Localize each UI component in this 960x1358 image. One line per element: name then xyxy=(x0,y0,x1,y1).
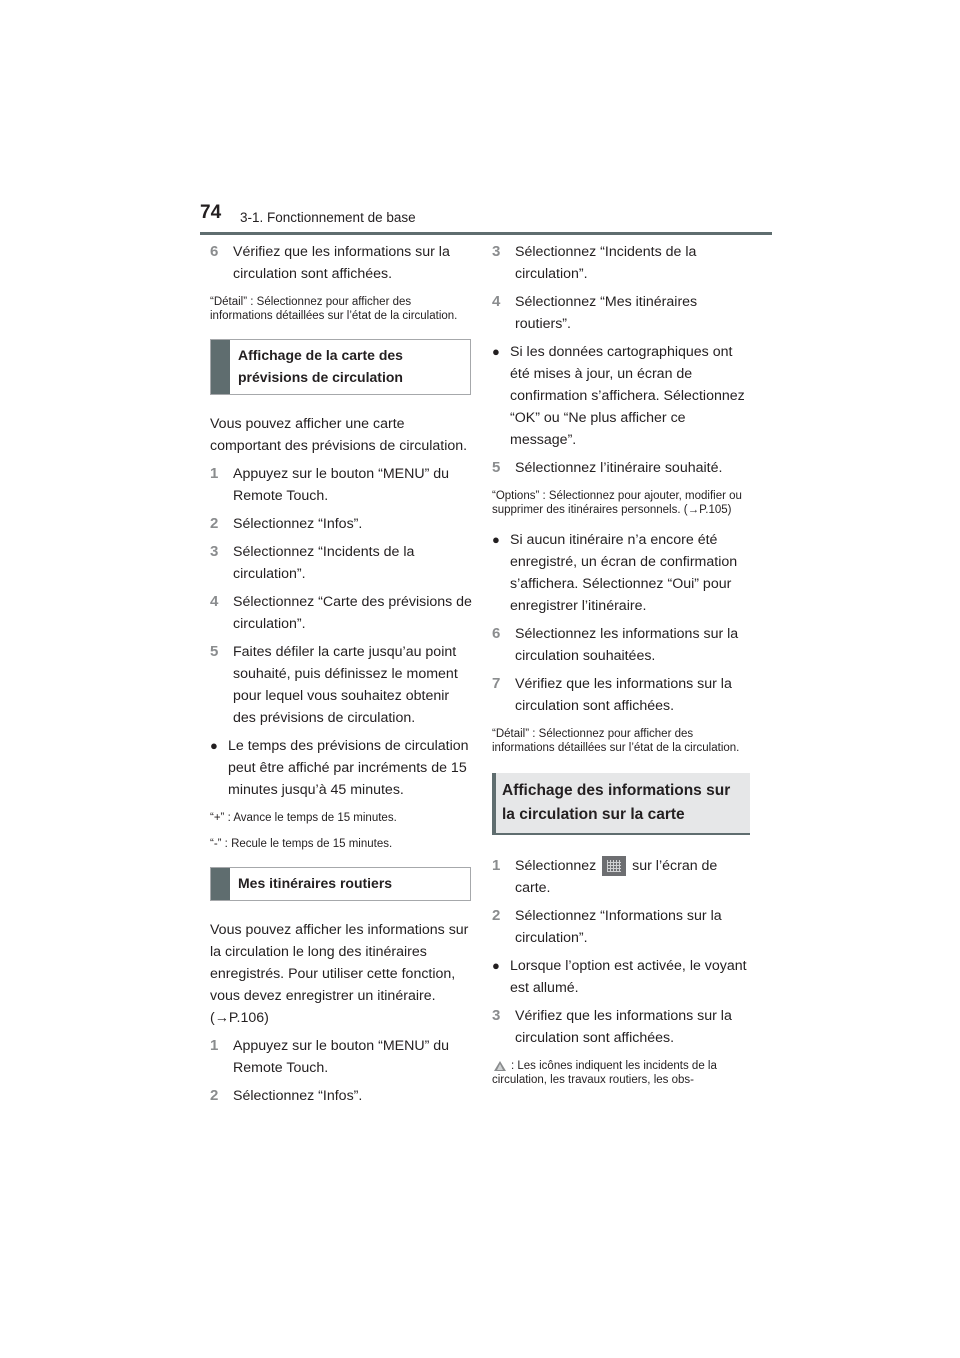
step-item xyxy=(210,591,472,635)
step-item xyxy=(210,1085,472,1107)
step-text: Sélectionnez “Incidents de la circulation”. xyxy=(233,544,415,582)
step-item xyxy=(210,541,472,585)
step-text: Sélectionnez “Incidents de la circulation”. xyxy=(515,244,697,282)
bullet-text: Si les données cartographiques ont été mises à jour, un écran de confirmation s’affichera. Sélectionnez “OK” ou “Ne plus afficher ce message”. xyxy=(510,344,745,448)
step-number: 1 xyxy=(210,465,219,482)
bullet-dot-icon: ● xyxy=(492,958,500,973)
note-icons-text: : Les icônes indiquent les incidents de la circulation, les travaux routiers, les obs- xyxy=(492,1060,717,1087)
bullet-item xyxy=(492,529,754,617)
note-detail: “Détail” : Sélectionnez pour afficher des informations détaillées sur l’état de la circulation. xyxy=(492,728,740,754)
step-text: Sélectionnez “Carte des prévisions de circulation”. xyxy=(233,594,472,632)
left-column xyxy=(210,241,472,1113)
step-number: 2 xyxy=(210,515,219,532)
step-item xyxy=(210,463,472,507)
step-number: 2 xyxy=(210,1087,219,1104)
step-item xyxy=(492,855,754,899)
step-item xyxy=(210,1035,472,1079)
note-options: “Options” : Sélectionnez pour ajouter, modifier ou supprimer des itinéraires personnels. (→P.105) xyxy=(492,490,742,516)
step-number: 7 xyxy=(492,675,501,692)
step-text: Appuyez sur le bouton “MENU” du Remote Touch. xyxy=(233,1038,450,1076)
bullet-dot-icon: ● xyxy=(492,532,500,547)
bullet-text: Le temps des prévisions de circulation peut être affiché par incréments de 15 minutes jusqu’à 45 minutes. xyxy=(228,738,469,798)
intro-paragraph: Vous pouvez afficher une carte comportant des prévisions de circulation. xyxy=(210,416,468,454)
step-number: 1 xyxy=(210,1037,219,1054)
step-item xyxy=(492,291,754,335)
step-number: 4 xyxy=(210,593,219,610)
step-number: 5 xyxy=(210,643,219,660)
note-minus: “-” : Recule le temps de 15 minutes. xyxy=(210,838,393,850)
section-title: 3-1. Fonctionnement de base xyxy=(240,210,416,225)
bullet-item xyxy=(492,955,754,999)
bullet-dot-icon: ● xyxy=(210,738,218,753)
note-detail: “Détail” : Sélectionnez pour afficher des informations détaillées sur l’état de la circulation. xyxy=(210,296,458,322)
section-heading-my-routes: Mes itinéraires routiers xyxy=(210,867,471,901)
step-text: Sélectionnez “Infos”. xyxy=(233,1088,363,1104)
step-text: Appuyez sur le bouton “MENU” du Remote Touch. xyxy=(233,466,450,504)
step-text: Vérifiez que les informations sur la circulation sont affichées. xyxy=(515,676,732,714)
step-number: 1 xyxy=(492,857,501,874)
step-number: 3 xyxy=(210,543,219,560)
right-column xyxy=(492,241,754,1099)
step-text-before: Sélectionnez xyxy=(515,858,597,874)
step-item xyxy=(210,641,472,729)
step-text: Faites défiler la carte jusqu’au point souhaité, puis définissez le moment pour lequel vous souhaitez obtenir des prévisions de circulation. xyxy=(233,644,458,726)
step-number: 6 xyxy=(210,243,219,260)
step-number: 3 xyxy=(492,243,501,260)
step-text: Sélectionnez l’itinéraire souhaité. xyxy=(515,460,723,476)
section-heading-forecast-map: Affichage de la carte des prévisions de circulation xyxy=(210,339,471,395)
step-number: 3 xyxy=(492,1007,501,1024)
step-text: Sélectionnez “Mes itinéraires routiers”. xyxy=(515,294,698,332)
step-item xyxy=(492,241,754,285)
section-heading-traffic-on-map: Affichage des informations sur la circulation sur la carte xyxy=(492,773,750,835)
step-number: 5 xyxy=(492,459,501,476)
step-item xyxy=(210,241,472,285)
step-item xyxy=(492,457,754,479)
step-text: Sélectionnez “Infos”. xyxy=(233,516,363,532)
page-number: 74 xyxy=(200,202,222,223)
bullet-text: Si aucun itinéraire n’a encore été enregistré, un écran de confirmation s’affichera. Sélectionnez “Oui” pour enregistrer l’itinéraire. xyxy=(510,532,738,614)
map-menu-icon xyxy=(602,856,626,876)
step-text: Vérifiez que les informations sur la circulation sont affichées. xyxy=(233,244,450,282)
step-item xyxy=(492,673,754,717)
step-text: Sélectionnez “Informations sur la circulation”. xyxy=(515,908,722,946)
bullet-item xyxy=(210,735,472,801)
bullet-text: Lorsque l’option est activée, le voyant est allumé. xyxy=(510,958,747,996)
step-item xyxy=(492,623,754,667)
step-text: Vérifiez que les informations sur la circulation sont affichées. xyxy=(515,1008,732,1046)
traffic-incident-icon xyxy=(492,1059,508,1073)
step-item xyxy=(210,513,472,535)
step-number: 2 xyxy=(492,907,501,924)
step-number: 6 xyxy=(492,625,501,642)
step-item xyxy=(492,905,754,949)
step-text: Sélectionnez les informations sur la circulation souhaitées. xyxy=(515,626,739,664)
header-rule xyxy=(200,232,772,235)
step-number: 4 xyxy=(492,293,501,310)
intro-paragraph: Vous pouvez afficher les informations sur la circulation le long des itinéraires enregistrés. Pour utiliser cette fonction, vous devez enregistrer un itinéraire. (→P.106) xyxy=(210,922,469,1026)
bullet-item xyxy=(492,341,754,451)
note-icons xyxy=(492,1059,754,1087)
bullet-dot-icon: ● xyxy=(492,344,500,359)
step-item xyxy=(492,1005,754,1049)
note-plus: “+” : Avance le temps de 15 minutes. xyxy=(210,812,397,824)
step-text-after: sur l’écran de carte. xyxy=(515,858,718,896)
